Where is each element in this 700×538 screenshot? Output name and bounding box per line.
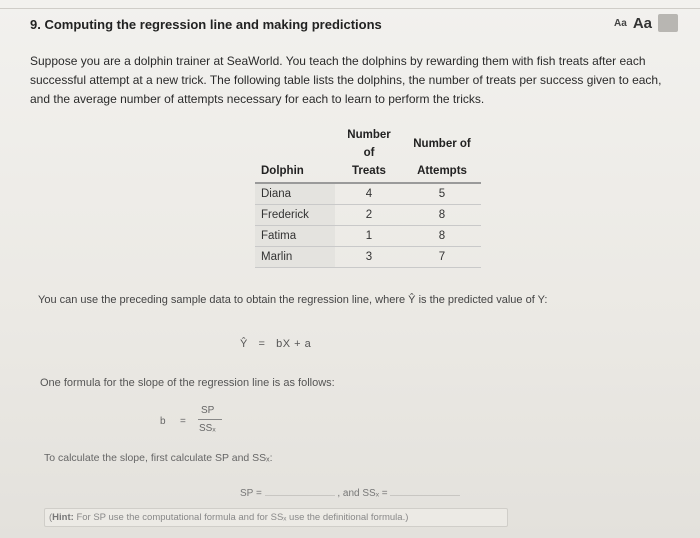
hint-text: For SP use the computational formula and for SSₓ use the definitional formula.)	[76, 512, 409, 523]
regression-equation	[240, 338, 311, 350]
slope-b: b	[160, 416, 166, 427]
regression-text: You can use the preceding sample data to obtain the regression line, where Ŷ is the predicted value of Y:	[38, 294, 548, 306]
calc-text: To calculate the slope, first calculate SP and SSₓ:	[44, 452, 273, 464]
treats-value: 2	[335, 205, 403, 226]
dolphin-header: Dolphin	[255, 162, 335, 183]
attempts-value: 8	[403, 205, 481, 226]
ss-label: , and SSₓ =	[337, 488, 388, 499]
attempts-header-bottom: Attempts	[403, 162, 481, 183]
equals-sign: =	[258, 338, 266, 350]
hint-open: (	[49, 512, 53, 523]
sp-input[interactable]	[265, 485, 335, 496]
table-row	[255, 247, 481, 268]
treats-value: 3	[335, 247, 403, 268]
attempts-value: 5	[403, 183, 481, 205]
intro-paragraph: Suppose you are a dolphin trainer at SeaWorld. You teach the dolphins by rewarding them with fish treats after each successful attempt at a new trick. The following table lists the dolphins, the number of treats per success given to each, and the average number of attempts necessary for each to learn to perform the tricks.	[30, 54, 662, 106]
dolphin-table	[255, 126, 481, 268]
treats-header-top: Number of	[347, 129, 391, 159]
treats-value: 4	[335, 183, 403, 205]
attempts-value: 7	[403, 247, 481, 268]
dolphin-name: Diana	[255, 183, 335, 205]
dolphin-name: Marlin	[255, 247, 335, 268]
question-title: 9. Computing the regression line and making predictions	[30, 17, 382, 32]
dolphin-name: Frederick	[255, 205, 335, 226]
sp-label: SP =	[240, 488, 262, 499]
dolphin-name: Fatima	[255, 226, 335, 247]
sp-ss-inputs	[240, 485, 460, 499]
attempts-value: 8	[403, 226, 481, 247]
table-row	[255, 183, 481, 205]
slope-equals: =	[180, 416, 186, 427]
equation-rhs: bX + a	[276, 338, 312, 350]
table-row	[255, 226, 481, 247]
font-decrease-button[interactable]: Aa	[614, 17, 627, 29]
slope-numerator: SP	[201, 405, 215, 416]
treats-value: 1	[335, 226, 403, 247]
attempts-header-top: Number of	[413, 138, 471, 150]
ss-input[interactable]	[390, 485, 460, 496]
y-hat: Ŷ	[240, 338, 248, 350]
calculator-icon[interactable]	[658, 14, 678, 32]
hint-box	[44, 508, 508, 527]
font-size-controls	[614, 14, 678, 32]
header-spacer	[255, 126, 335, 162]
treats-header-bottom: Treats	[335, 162, 403, 183]
font-increase-button[interactable]: Aa	[632, 14, 652, 32]
table-row	[255, 205, 481, 226]
slope-text: One formula for the slope of the regression line is as follows:	[40, 377, 335, 389]
top-divider	[0, 8, 700, 9]
fraction-bar	[198, 419, 222, 420]
slope-denominator: SSₓ	[199, 423, 216, 434]
hint-label: Hint:	[52, 512, 74, 523]
